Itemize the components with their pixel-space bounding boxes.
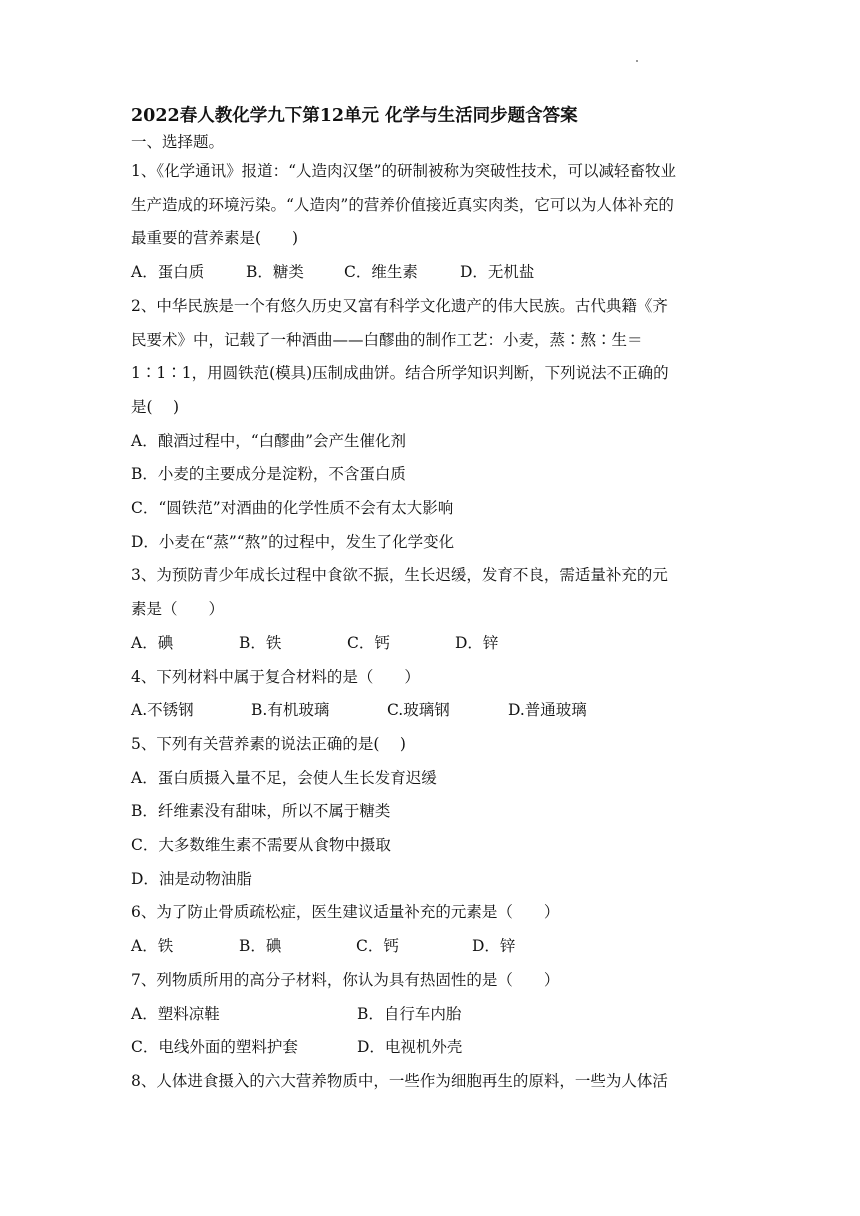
option-row (131, 627, 741, 661)
question-text-line: 8、人体进食摄入的六大营养物质中，一些作为细胞再生的原料，一些为人体活 (131, 1071, 668, 1090)
option-d: D．无机盐 (460, 263, 535, 282)
option-b: B．纤维素没有甜味，所以不属于糖类 (131, 802, 391, 821)
option-b: B．小麦的主要成分是淀粉，不含蛋白质 (131, 465, 406, 484)
option-d: D．电视机外壳 (357, 1038, 463, 1057)
section-heading: 一、选择题。 (131, 133, 225, 151)
option-b: B．铁 (239, 633, 282, 652)
corner-dot (636, 60, 638, 62)
question-text-line: 5、下列有关营养素的说法正确的是( ) (131, 734, 406, 753)
option-row (131, 1031, 741, 1065)
question-text-line: 7、列物质所用的高分子材料，你认为具有热固性的是（ ） (131, 970, 560, 989)
question-text-line: 生产造成的环境污染。“人造肉”的营养价值接近真实肉类，它可以为人体补充的 (131, 195, 674, 214)
question-text-line: 6、为了防止骨质疏松症，医生建议适量补充的元素是（ ） (131, 903, 560, 922)
document-title: 2022春人教化学九下第12单元 化学与生活同步题含答案 (131, 106, 578, 126)
option-a: A．碘 (131, 633, 174, 652)
question-text-line: 是( ) (131, 397, 180, 416)
option-c: C．“圆铁范”对酒曲的化学性质不会有太大影响 (131, 499, 454, 518)
option-c: C．维生素 (344, 263, 418, 282)
option-d: D．小麦在“蒸”“熬”的过程中，发生了化学变化 (131, 532, 455, 551)
option-row (131, 930, 741, 964)
option-row (131, 256, 741, 290)
question-text-line: 民要术》中，记载了一种酒曲——白醪曲的制作工艺：小麦，蒸∶熬∶生＝ (131, 330, 643, 349)
question-text-line: 4、下列材料中属于复合材料的是（ ） (131, 667, 420, 686)
option-b: B．自行车内胎 (357, 1004, 462, 1023)
question-2 (131, 290, 741, 560)
option-a: A．蛋白质摄入量不足，会使人生长发育迟缓 (131, 768, 437, 787)
question-6 (131, 896, 741, 963)
question-text-line: 1、《化学通讯》报道：“人造肉汉堡”的研制被称为突破性技术，可以减轻畜牧业 (131, 162, 676, 180)
document-page (131, 103, 741, 1099)
question-text-line: 素是（ ） (131, 600, 225, 619)
option-row (131, 694, 741, 728)
question-3 (131, 559, 741, 660)
question-4 (131, 661, 741, 728)
option-d: D．油是动物油脂 (131, 869, 252, 888)
option-a: A．蛋白质 (131, 263, 205, 282)
question-text-line: 1∶1∶1，用圆铁范(模具)压制成曲饼。结合所学知识判断，下列说法不正确的 (131, 364, 669, 383)
option-c: C.玻璃钢 (387, 701, 450, 720)
option-row (131, 998, 741, 1032)
option-c: C．大多数维生素不需要从食物中摄取 (131, 836, 391, 855)
option-c: C．钙 (356, 937, 399, 956)
option-c: C．钙 (347, 633, 390, 652)
option-d: D．锌 (455, 633, 499, 652)
question-5 (131, 728, 741, 897)
option-a: A．铁 (131, 937, 174, 956)
question-text-line: 3、为预防青少年成长过程中食欲不振，生长迟缓，发育不良，需适量补充的元 (131, 566, 668, 585)
question-8 (131, 1065, 741, 1099)
option-d: D.普通玻璃 (508, 701, 587, 720)
option-d: D．锌 (472, 937, 516, 956)
question-1 (131, 155, 741, 290)
option-c: C．电线外面的塑料护套 (131, 1038, 298, 1057)
question-text-line: 2、中华民族是一个有悠久历史又富有科学文化遗产的伟大民族。古代典籍《齐 (131, 296, 668, 315)
question-text-line: 最重要的营养素是( ) (131, 229, 299, 248)
question-7 (131, 964, 741, 1065)
option-a: A．塑料凉鞋 (131, 1004, 220, 1023)
option-a: A.不锈钢 (131, 701, 194, 720)
option-b: B.有机玻璃 (251, 701, 330, 720)
option-b: B．碘 (239, 937, 282, 956)
option-a: A．酿酒过程中，“白醪曲”会产生催化剂 (131, 431, 407, 450)
option-b: B．糖类 (246, 263, 304, 282)
